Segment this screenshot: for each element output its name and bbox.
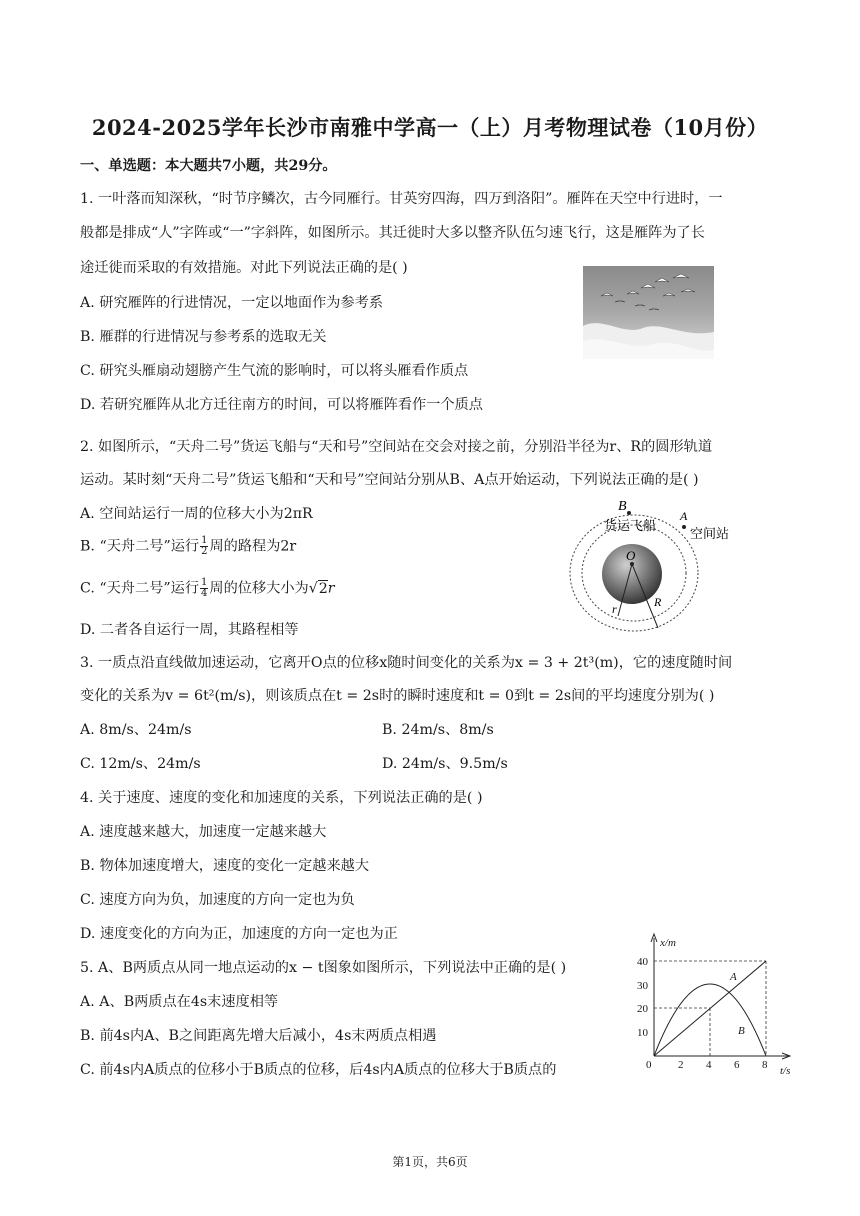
q1-stem-line1: 1. 一叶落而知深秋，“时节序鳞次，古今同雁行。甘英穷四海，四万到洛阳”。雁阵在天空中行进时，一 bbox=[80, 191, 723, 207]
q4-option-d: D. 速度变化的方向为正，加速度的方向一定也为正 bbox=[80, 926, 398, 942]
x-axis-label: t/s bbox=[780, 1065, 791, 1077]
q3-option-d: D. 24m/s、9.5m/s bbox=[382, 756, 508, 772]
fraction-one-half bbox=[200, 536, 208, 557]
y-tick-10: 10 bbox=[637, 1027, 648, 1039]
x-tick-4: 4 bbox=[706, 1059, 712, 1071]
q4-stem: 4. 关于速度、速度的变化和加速度的关系，下列说法正确的是( ) bbox=[80, 790, 483, 806]
x-tick-0: 0 bbox=[646, 1059, 652, 1071]
q2-option-c-tail: r bbox=[327, 580, 335, 597]
q2-option-a: A. 空间站运行一周的位移大小为2πR bbox=[80, 506, 313, 522]
x-tick-2: 2 bbox=[678, 1059, 684, 1071]
x-tick-6: 6 bbox=[734, 1059, 740, 1071]
q3-option-a: A. 8m/s、24m/s bbox=[80, 722, 192, 738]
x-t-graph bbox=[630, 928, 800, 1078]
y-tick-40: 40 bbox=[637, 956, 648, 968]
fraction-numerator: 1 bbox=[201, 535, 208, 546]
section-heading: 一、单选题：本大题共7小题，共29分。 bbox=[80, 158, 337, 174]
page-footer: 第1页，共6页 bbox=[392, 1155, 468, 1169]
label-r: r bbox=[612, 602, 617, 616]
q3-stem-line1: 3. 一质点沿直线做加速运动，它离开O点的位移x随时间变化的关系为x = 3 + 2t³(m)，它的速度随时间 bbox=[80, 655, 733, 671]
q1-option-a: A. 研究雁阵的行进情况，一定以地面作为参考系 bbox=[80, 295, 384, 311]
y-tick-20: 20 bbox=[637, 1003, 648, 1015]
q1-option-c: C. 研究头雁扇动翅膀产生气流的影响时，可以将头雁看作质点 bbox=[80, 363, 469, 379]
orbit-diagram bbox=[566, 490, 756, 640]
q2-option-d: D. 二者各自运行一周，其路程相等 bbox=[80, 622, 299, 638]
q2-option-c bbox=[80, 578, 335, 599]
fraction-one-quarter bbox=[200, 578, 208, 599]
label-a: A bbox=[680, 509, 688, 523]
q1-option-d: D. 若研究雁阵从北方迁往南方的时间，可以将雁阵看作一个质点 bbox=[80, 397, 483, 413]
label-space-station: 空间站 bbox=[690, 527, 730, 542]
label-big-r: R bbox=[654, 595, 662, 609]
q2-stem-line1: 2. 如图所示，“天舟二号”货运飞船与“天和号”空间站在交会对接之前，分别沿半径为r、R的圆形轨道 bbox=[80, 439, 713, 455]
q5-option-a: A. A、B两质点在4s末速度相等 bbox=[80, 994, 279, 1010]
series-label-b: B bbox=[738, 1025, 745, 1037]
q3-stem-line2: 变化的关系为v = 6t²(m/s)，则该质点在t = 2s时的瞬时速度和t = 0到t = 2s间的平均速度分别为( ) bbox=[80, 688, 715, 704]
q2-option-b-text: B. “天舟二号”运行 bbox=[80, 538, 200, 555]
fraction-denominator: 4 bbox=[201, 588, 208, 599]
q1-option-b: B. 雁群的行进情况与参考系的选取无关 bbox=[80, 329, 327, 345]
q1-stem-line2: 般都是排成“人”字阵或“一”字斜阵，如图所示。其迁徙时大多以整齐队伍匀速飞行，这是雁阵为了长 bbox=[80, 225, 705, 241]
q4-option-c: C. 速度方向为负，加速度的方向一定也为负 bbox=[80, 892, 355, 908]
q2-stem-line2: 运动。某时刻“天舟二号”货运飞船和“天和号”空间站分别从B、A点开始运动，下列说法正确的是( ) bbox=[80, 472, 699, 488]
q1-stem-line3: 途迁徙而采取的有效措施。对此下列说法正确的是( ) bbox=[80, 260, 408, 276]
label-cargo-ship: 货运飞船 bbox=[604, 519, 657, 534]
q2-option-c-mid: 周的位移大小为 bbox=[209, 580, 309, 597]
fraction-denominator: 2 bbox=[201, 546, 208, 557]
sqrt-sign: √ bbox=[308, 580, 318, 597]
q3-option-b: B. 24m/s、8m/s bbox=[382, 722, 494, 738]
label-o: O bbox=[626, 548, 636, 563]
y-axis-label: x/m bbox=[660, 937, 676, 949]
q2-option-b-tail: 周的路程为2r bbox=[209, 538, 297, 555]
x-tick-8: 8 bbox=[762, 1059, 768, 1071]
q3-option-c: C. 12m/s、24m/s bbox=[80, 756, 201, 772]
q5-option-c: C. 前4s内A质点的位移小于B质点的位移，后4s内A质点的位移大于B质点的 bbox=[80, 1062, 557, 1078]
fraction-numerator: 1 bbox=[201, 577, 208, 588]
q2-option-b bbox=[80, 536, 296, 557]
q5-option-b: B. 前4s内A、B之间距离先增大后减小，4s末两质点相遇 bbox=[80, 1028, 437, 1044]
q5-stem: 5. A、B两质点从同一地点运动的x − t图象如图所示，下列说法中正确的是( ) bbox=[80, 960, 567, 976]
page-title: 2024-2025学年长沙市南雅中学高一（上）月考物理试卷（10月份） bbox=[91, 115, 769, 140]
geese-photo bbox=[583, 266, 714, 359]
series-label-a: A bbox=[730, 971, 737, 983]
y-tick-30: 30 bbox=[637, 980, 648, 992]
q2-option-c-text: C. “天舟二号”运行 bbox=[80, 580, 200, 597]
label-b: B bbox=[618, 499, 627, 514]
q4-option-b: B. 物体加速度增大，速度的变化一定越来越大 bbox=[80, 858, 370, 874]
q4-option-a: A. 速度越来越大，加速度一定越来越大 bbox=[80, 824, 327, 840]
sqrt-radicand: 2 bbox=[318, 580, 328, 597]
